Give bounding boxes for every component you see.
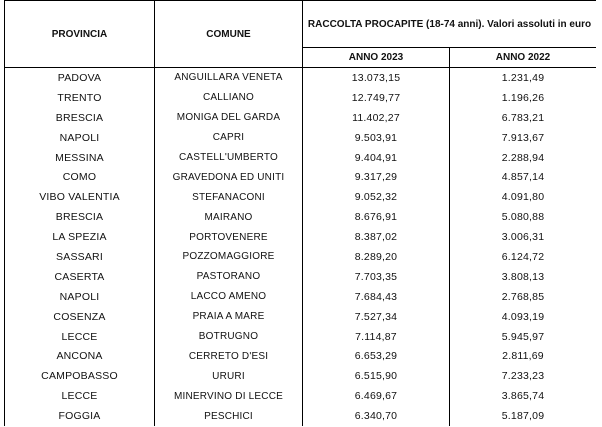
cell-anno-2023: 8.387,02 [303,227,450,247]
table-row [5,406,597,426]
table-row [5,128,597,148]
cell-provincia: VIBO VALENTIA [5,187,155,207]
cell-anno-2022: 2.768,85 [450,287,597,307]
cell-comune: PASTORANO [155,267,303,287]
cell-comune: MINERVINO DI LECCE [155,386,303,406]
cell-comune: LACCO AMENO [155,287,303,307]
cell-anno-2022: 4.091,80 [450,187,597,207]
cell-anno-2023: 7.527,34 [303,307,450,327]
table-row [5,167,597,187]
cell-comune: CALLIANO [155,88,303,108]
cell-anno-2023: 6.515,90 [303,366,450,386]
cell-comune: CAPRI [155,128,303,148]
cell-anno-2023: 9.503,91 [303,128,450,148]
cell-anno-2022: 5.187,09 [450,406,597,426]
cell-anno-2022: 5.080,88 [450,207,597,227]
cell-provincia: SASSARI [5,247,155,267]
cell-provincia: FOGGIA [5,406,155,426]
cell-anno-2023: 12.749,77 [303,88,450,108]
cell-provincia: COSENZA [5,307,155,327]
cell-anno-2022: 3.006,31 [450,227,597,247]
cell-comune: BOTRUGNO [155,327,303,347]
table-header [5,1,597,68]
cell-provincia: TRENTO [5,88,155,108]
table-body [5,68,597,427]
cell-anno-2022: 4.093,19 [450,307,597,327]
cell-provincia: LECCE [5,327,155,347]
table-row [5,88,597,108]
cell-anno-2022: 1.196,26 [450,88,597,108]
cell-provincia: LA SPEZIA [5,227,155,247]
cell-anno-2023: 6.469,67 [303,386,450,406]
cell-anno-2023: 8.676,91 [303,207,450,227]
cell-anno-2022: 5.945,97 [450,327,597,347]
table-row [5,346,597,366]
table-row [5,68,597,88]
cell-comune: ANGUILLARA VENETA [155,68,303,88]
table-row [5,247,597,267]
cell-anno-2022: 6.124,72 [450,247,597,267]
header-comune: COMUNE [155,1,303,68]
table-row [5,366,597,386]
cell-provincia: MESSINA [5,148,155,168]
header-anno-2023: ANNO 2023 [303,48,450,68]
cell-comune: PORTOVENERE [155,227,303,247]
cell-anno-2023: 9.052,32 [303,187,450,207]
cell-comune: CASTELL'UMBERTO [155,148,303,168]
cell-anno-2023: 6.340,70 [303,406,450,426]
cell-provincia: CAMPOBASSO [5,366,155,386]
cell-provincia: CASERTA [5,267,155,287]
cell-comune: URURI [155,366,303,386]
cell-anno-2023: 7.703,35 [303,267,450,287]
cell-anno-2022: 2.288,94 [450,148,597,168]
cell-provincia: BRESCIA [5,207,155,227]
table-row [5,327,597,347]
cell-anno-2022: 1.231,49 [450,68,597,88]
cell-comune: MONIGA DEL GARDA [155,108,303,128]
cell-anno-2023: 7.684,43 [303,287,450,307]
cell-anno-2022: 6.783,21 [450,108,597,128]
cell-comune: POZZOMAGGIORE [155,247,303,267]
cell-anno-2022: 2.811,69 [450,346,597,366]
cell-provincia: LECCE [5,386,155,406]
cell-anno-2022: 7.913,67 [450,128,597,148]
table-row [5,307,597,327]
cell-comune: STEFANACONI [155,187,303,207]
cell-comune: MAIRANO [155,207,303,227]
cell-provincia: BRESCIA [5,108,155,128]
cell-provincia: NAPOLI [5,287,155,307]
cell-provincia: NAPOLI [5,128,155,148]
cell-provincia: COMO [5,167,155,187]
header-anno-2022: ANNO 2022 [450,48,597,68]
cell-anno-2023: 8.289,20 [303,247,450,267]
table-row [5,108,597,128]
header-provincia: PROVINCIA [5,1,155,68]
cell-anno-2023: 13.073,15 [303,68,450,88]
document-page [4,0,596,427]
table-row [5,386,597,406]
header-raccolta-procapite: RACCOLTA PROCAPITE (18-74 anni). Valori assoluti in euro [303,1,597,48]
table-row [5,148,597,168]
cell-anno-2022: 3.808,13 [450,267,597,287]
cell-comune: PRAIA A MARE [155,307,303,327]
cell-anno-2023: 7.114,87 [303,327,450,347]
table-row [5,287,597,307]
cell-anno-2023: 11.402,27 [303,108,450,128]
table-row [5,267,597,287]
table-row [5,187,597,207]
cell-comune: PESCHICI [155,406,303,426]
table-row [5,227,597,247]
cell-anno-2022: 3.865,74 [450,386,597,406]
cell-provincia: PADOVA [5,68,155,88]
cell-comune: GRAVEDONA ED UNITI [155,167,303,187]
cell-anno-2023: 6.653,29 [303,346,450,366]
cell-provincia: ANCONA [5,346,155,366]
cell-anno-2023: 9.317,29 [303,167,450,187]
cell-anno-2022: 4.857,14 [450,167,597,187]
cell-anno-2023: 9.404,91 [303,148,450,168]
cell-comune: CERRETO D'ESI [155,346,303,366]
table-row [5,207,597,227]
cell-anno-2022: 7.233,23 [450,366,597,386]
ranking-table [4,0,596,426]
